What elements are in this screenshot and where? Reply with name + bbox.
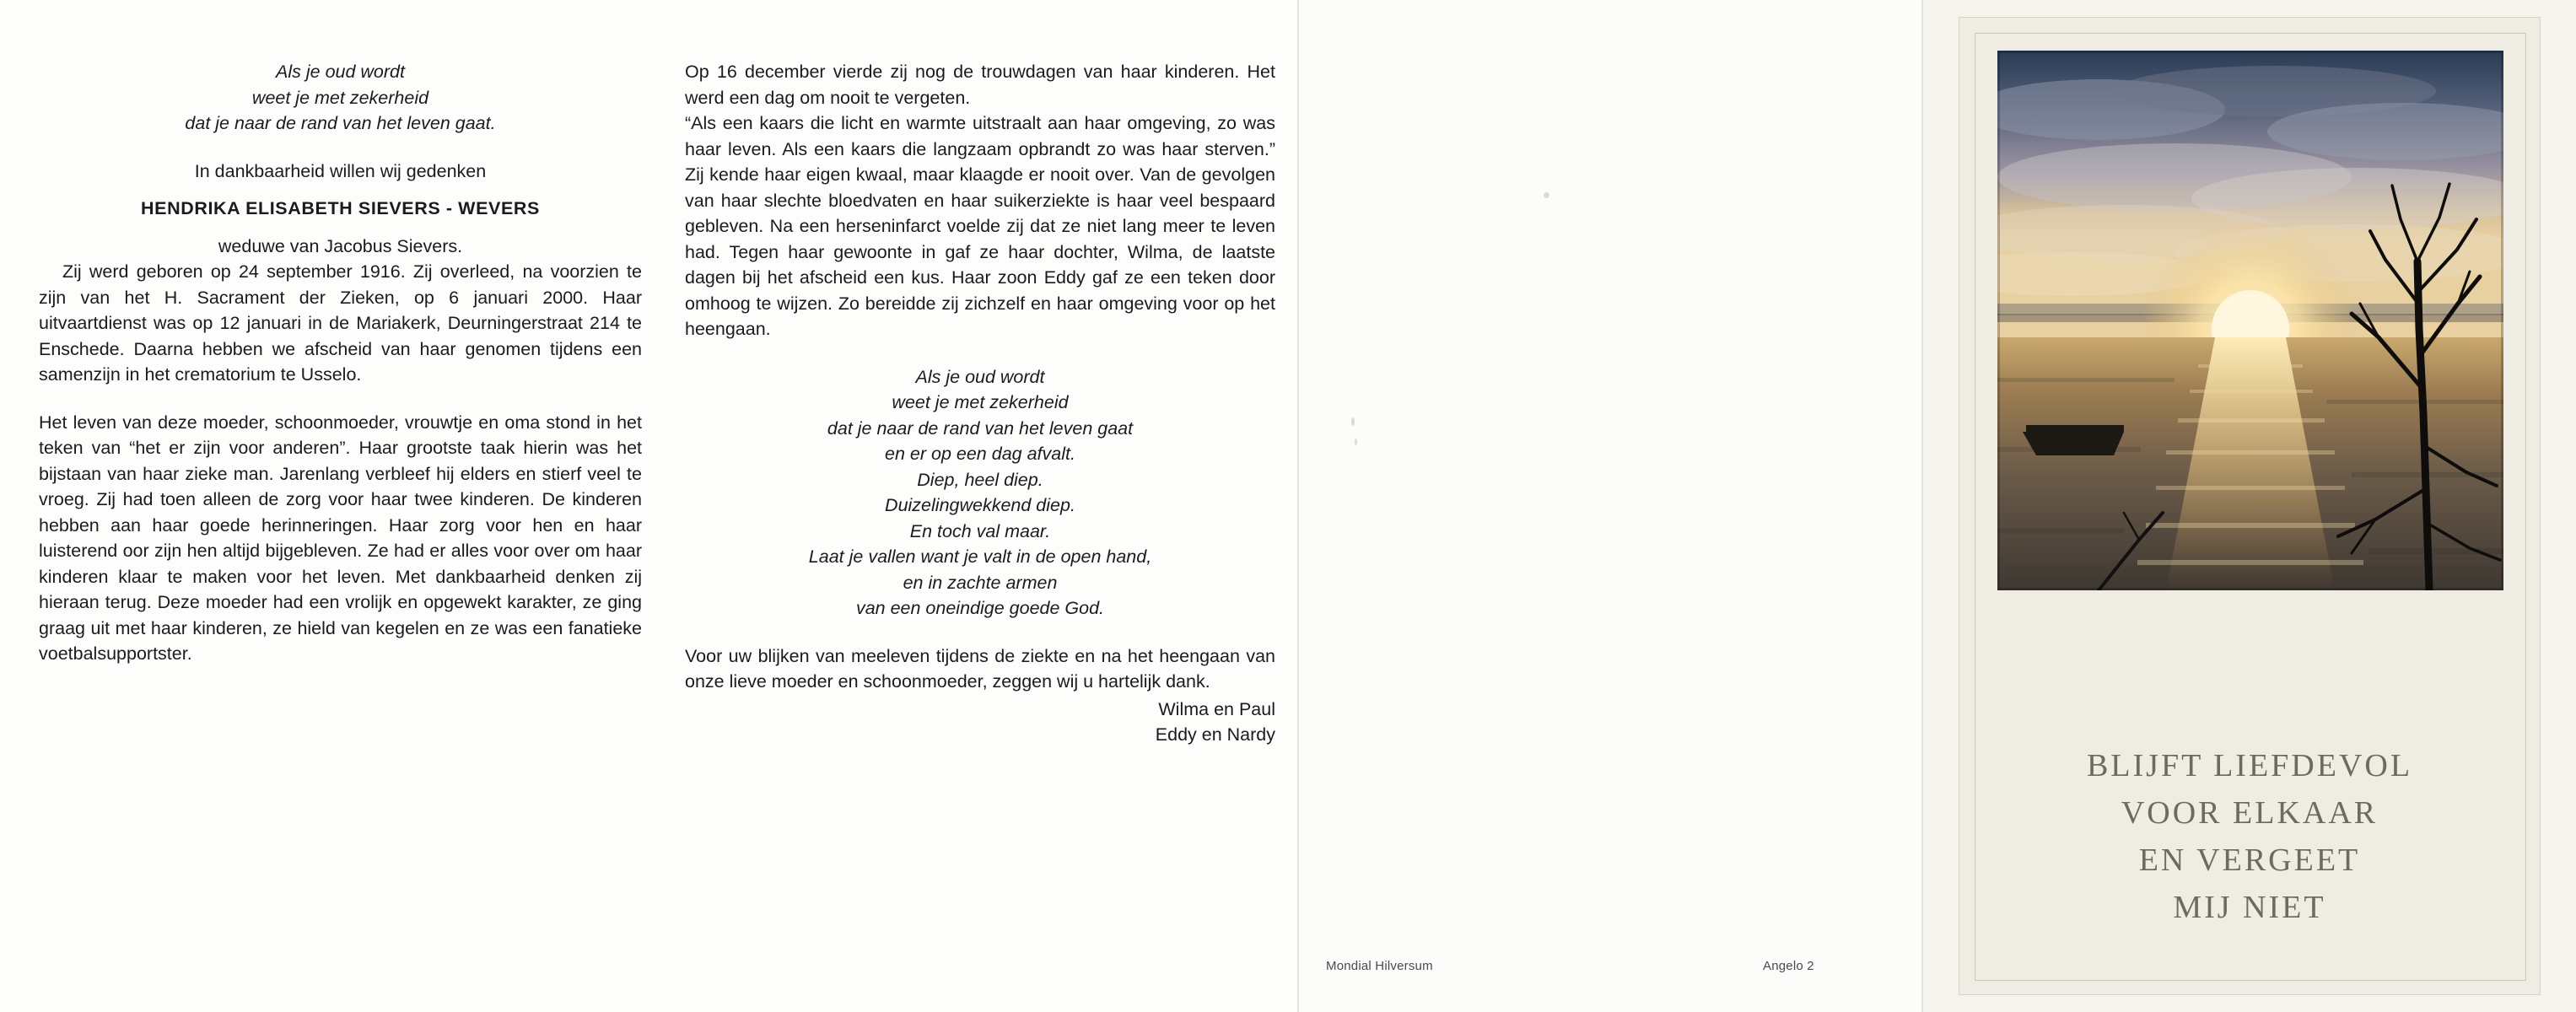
opening-verse-line-3: dat je naar de rand van het leven gaat. — [185, 113, 496, 133]
opening-verse-line-1: Als je oud wordt — [276, 62, 405, 82]
closing-verse-line-2: weet je met zekerheid — [892, 392, 1069, 412]
closing-verse-line-7: En toch val maar. — [909, 520, 1051, 541]
deceased-name: HENDRIKA ELISABETH SIEVERS - WEVERS — [141, 198, 540, 218]
tribute-paragraph: Het leven van deze moeder, schoonmoeder, vrouwtje en oma stond in het teken van “het er zijn voor anderen”. Haar grootste taak hierin was het bijstaan van haar zieke man. Jarenlang verbleef hij elders en stierf veel te vroeg. Zij had toen alleen de zorg voor haar twee kinderen. De kinderen hebben aan haar goede herinneringen. Haar zorg voor hen en haar luisterend oor zijn hen altijd bijgebleven. Ze had er alles voor over om haar kinderen klaar te maken voor het leven. Met dankbaarheid denken zij hieraan terug. Deze moeder had een vrolijk en opgewekt karakter, ze ging graag uit met haar kinderen, ze hield van kegelen en ze was een fanatieke voetbalsupportster. — [39, 412, 642, 664]
intro-line: In dankbaarheid willen wij gedenken — [194, 160, 487, 181]
card-caption-line-1: BLIJFT LIEFDEVOL — [2086, 748, 2413, 783]
spacer — [39, 137, 642, 159]
widow-line: weduwe van Jacobus Sievers. — [218, 235, 463, 256]
opening-verse — [39, 59, 642, 137]
sunset-lake-photo — [1997, 51, 2503, 590]
spacer — [685, 342, 1275, 364]
closing-verse-line-3: dat je naar de rand van het leven gaat — [827, 417, 1134, 439]
middle-page-panel — [1299, 0, 1923, 1012]
card-caption-line-4: MIJ NIET — [2173, 890, 2326, 925]
signature-block — [685, 697, 1275, 748]
design-code-credit: Angelo 2 — [1763, 959, 1814, 973]
closing-verse-line-1: Als je oud wordt — [915, 366, 1045, 387]
printer-credit: Mondial Hilversum — [1326, 959, 1433, 973]
paragraph-anniversary: Op 16 december vierde zij nog de trouwdagen van haar kinderen. Het werd een dag om nooit te vergeten. — [685, 62, 1275, 108]
right-text-column — [685, 59, 1275, 748]
paragraph-candle: “Als een kaars die licht en warmte uitstraalt aan haar omgeving, zo was haar leven. Als een kaars die langzaam opbrandt zo was haar sterven.” Zij kende haar eigen kwaal, maar klaagde er nooit over. Van de gevolgen van haar slechte bloedvaten en haar suikerziekte is haar veel bespaard gebleven. Na een herseninfarct voelde zij dat ze niet lang meer te leven had. Tegen haar gewoonte in gaf ze haar dochter, Wilma, de laatste dagen bij het afscheid een kus. Haar zoon Eddy gaf ze een teken door omhoog te wijzen. Zo bereidde zij zichzelf en haar omgeving voor op het heengaan. — [685, 113, 1275, 339]
paper-speck — [1351, 417, 1355, 426]
card-caption — [1959, 742, 2541, 931]
closing-verse — [685, 364, 1275, 622]
spacer — [39, 222, 642, 234]
spacer — [39, 388, 642, 410]
card-caption-line-3: EN VERGEET — [2138, 842, 2361, 878]
closing-verse-line-6: Duizelingwekkend diep. — [885, 495, 1075, 515]
fold-line-left — [1297, 0, 1299, 1012]
closing-verse-line-5: Diep, heel diep. — [917, 469, 1043, 490]
spacer — [685, 622, 1275, 643]
closing-verse-line-10: van een oneindige goede God. — [855, 598, 1105, 618]
spacer — [39, 184, 642, 196]
biography-paragraph: Zij werd geboren op 24 september 1916. Zij overleed, na voorzien te zijn van het H. Sacrament der Zieken, op 6 januari 2000. Haar uitvaartdienst was op 12 januari in de Mariakerk, Deurningerstraat 214 te Enschede. Daarna hebben we afscheid van haar genomen tijdens een samenzijn in het crematorium te Usselo. — [39, 261, 642, 385]
left-text-column — [39, 59, 642, 667]
closing-verse-line-4: en er op een dag afvalt. — [885, 444, 1075, 464]
fold-line-right — [1921, 0, 1923, 1012]
card-caption-line-2: VOOR ELKAAR — [2121, 795, 2379, 831]
closing-verse-line-8: Laat je vallen want je valt in de open hand, — [808, 546, 1152, 567]
signature-line-1: Wilma en Paul — [1158, 698, 1275, 719]
paper-speck — [1544, 192, 1549, 198]
signature-line-2: Eddy en Nardy — [1155, 724, 1275, 745]
closing-verse-line-9: en in zachte armen — [903, 572, 1058, 593]
paper-speck — [1355, 439, 1357, 445]
opening-verse-line-2: weet je met zekerheid — [251, 87, 429, 108]
thanks-paragraph: Voor uw blijken van meeleven tijdens de ziekte en na het heengaan van onze lieve moeder en schoonmoeder, zeggen wij u hartelijk dank. — [685, 645, 1275, 692]
